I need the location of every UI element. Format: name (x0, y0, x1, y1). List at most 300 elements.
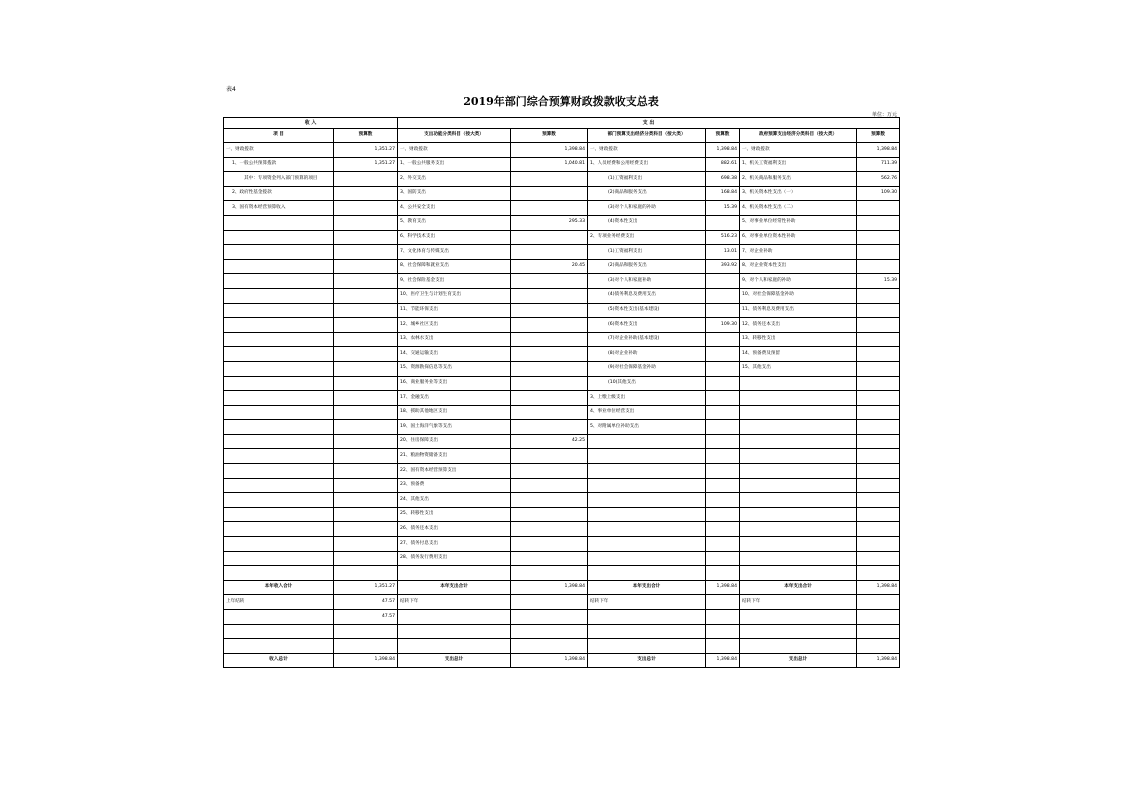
cell-amount (334, 172, 398, 187)
cell-label (224, 610, 334, 625)
cell-amount (857, 464, 900, 479)
cell-amount (334, 318, 398, 333)
cell-label (588, 566, 706, 581)
cell-label: 4、事业单位经营支出 (588, 405, 706, 420)
cell-label: 支出总计 (740, 653, 857, 668)
cell-amount (706, 464, 740, 479)
cell-amount (706, 332, 740, 347)
cell-amount (334, 624, 398, 639)
cell-label (740, 610, 857, 625)
table-row (224, 361, 900, 376)
cell-label: 22、国有资本经营预算支出 (398, 464, 511, 479)
table-row (224, 405, 900, 420)
cell-amount (511, 303, 588, 318)
cell-amount: 15.39 (857, 274, 900, 289)
table-row (224, 288, 900, 303)
table-row (224, 201, 900, 216)
cell-amount (511, 464, 588, 479)
cell-label: (7)对企业补助(基本建设) (588, 332, 706, 347)
cell-amount: 1,398.84 (857, 143, 900, 158)
cell-amount (511, 391, 588, 406)
cell-label (224, 318, 334, 333)
cell-amount: 1,351.27 (334, 143, 398, 158)
cell-label: (3)对个人和家庭的补助 (588, 201, 706, 216)
cell-amount (334, 201, 398, 216)
cell-amount (857, 245, 900, 260)
cell-amount (511, 376, 588, 391)
cell-label: 24、其他支出 (398, 493, 511, 508)
col-budget-gov: 预算数 (857, 129, 900, 143)
cell-amount: 1,351.27 (334, 580, 398, 595)
cell-label (588, 610, 706, 625)
cell-amount (334, 288, 398, 303)
cell-label: 2、机关商品和服务支出 (740, 172, 857, 187)
income-header: 收 入 (224, 118, 398, 129)
cell-label (588, 551, 706, 566)
cell-label: (5)资本性支出(基本建设) (588, 303, 706, 318)
table-row (224, 230, 900, 245)
cell-label: (2)商品和服务支出 (588, 259, 706, 274)
col-budget-dept: 预算数 (706, 129, 740, 143)
cell-amount (706, 434, 740, 449)
cell-amount: 1,398.84 (511, 580, 588, 595)
cell-amount (511, 449, 588, 464)
cell-amount (334, 303, 398, 318)
cell-label: 一、财政拨款 (588, 143, 706, 158)
cell-label (740, 405, 857, 420)
cell-label: 5、对事业单位经常性补助 (740, 215, 857, 230)
cell-label: 4、机关资本性支出（二） (740, 201, 857, 216)
cell-label (588, 537, 706, 552)
cell-label (224, 624, 334, 639)
cell-label (224, 493, 334, 508)
cell-label: 支出总计 (588, 653, 706, 668)
cell-label: 28、债务发行费用支出 (398, 551, 511, 566)
cell-amount (334, 434, 398, 449)
cell-amount (857, 478, 900, 493)
cell-amount (334, 215, 398, 230)
cell-label: 5、教育支出 (398, 215, 511, 230)
cell-label: (2)商品和服务支出 (588, 186, 706, 201)
cell-label: 9、对个人和家庭的补助 (740, 274, 857, 289)
cell-label (224, 303, 334, 318)
cell-label (588, 434, 706, 449)
cell-amount (511, 186, 588, 201)
cell-amount (334, 537, 398, 552)
cell-label (740, 522, 857, 537)
cell-label: 25、转移性支出 (398, 507, 511, 522)
cell-amount (857, 361, 900, 376)
cell-amount (511, 361, 588, 376)
cell-amount (334, 551, 398, 566)
cell-label: 本年支出合计 (588, 580, 706, 595)
cell-amount (334, 230, 398, 245)
cell-amount (334, 405, 398, 420)
cell-label (224, 507, 334, 522)
cell-label: 3、国有资本经营预算收入 (224, 201, 334, 216)
cell-label: 16、商业服务业等支出 (398, 376, 511, 391)
cell-amount (706, 493, 740, 508)
cell-amount (857, 259, 900, 274)
cell-label: 其中：专项资金列入部门预算的项目 (224, 172, 334, 187)
cell-label: 4、公共安全支出 (398, 201, 511, 216)
cell-amount (334, 391, 398, 406)
cell-amount: 711.39 (857, 157, 900, 172)
cell-amount (706, 347, 740, 362)
col-gov: 政府预算支出经济分类科目（按大类） (740, 129, 857, 143)
cell-label: 8、对企业资本性支出 (740, 259, 857, 274)
cell-label: (10)其他支出 (588, 376, 706, 391)
cell-label: 结转下年 (398, 595, 511, 610)
cell-amount (857, 434, 900, 449)
table-number: 表4 (226, 86, 236, 93)
cell-amount (706, 507, 740, 522)
cell-amount (706, 376, 740, 391)
cell-amount (857, 551, 900, 566)
cell-label: 结转下年 (740, 595, 857, 610)
cell-label: 18、援助其他地区支出 (398, 405, 511, 420)
cell-amount: 20.45 (511, 259, 588, 274)
cell-amount (511, 551, 588, 566)
table-row (224, 580, 900, 595)
cell-label: 收入总计 (224, 653, 334, 668)
cell-label: 1、机关工资福利支出 (740, 157, 857, 172)
cell-label: (8)对企业补助 (588, 347, 706, 362)
cell-label: 23、预备费 (398, 478, 511, 493)
cell-amount: 1,398.84 (857, 580, 900, 595)
cell-amount: 393.92 (706, 259, 740, 274)
cell-amount (511, 332, 588, 347)
cell-amount (706, 551, 740, 566)
cell-amount (511, 537, 588, 552)
cell-label (740, 493, 857, 508)
cell-amount (706, 361, 740, 376)
cell-amount (706, 566, 740, 581)
cell-amount: 109.30 (706, 318, 740, 333)
cell-amount: 562.76 (857, 172, 900, 187)
col-budget-income: 预算数 (334, 129, 398, 143)
table-row (224, 391, 900, 406)
cell-label: 3、上缴上级支出 (588, 391, 706, 406)
cell-amount: 1,398.84 (706, 143, 740, 158)
cell-label: 20、住房保障支出 (398, 434, 511, 449)
cell-amount (857, 332, 900, 347)
table-row (224, 566, 900, 581)
cell-label: 7、文化体育与传媒支出 (398, 245, 511, 260)
table-row (224, 639, 900, 654)
cell-amount: 1,398.84 (511, 653, 588, 668)
cell-label: 27、债务付息支出 (398, 537, 511, 552)
cell-amount (511, 624, 588, 639)
cell-amount (706, 215, 740, 230)
cell-amount (511, 507, 588, 522)
cell-amount (857, 449, 900, 464)
table-row (224, 303, 900, 318)
cell-amount (511, 405, 588, 420)
cell-amount (857, 595, 900, 610)
table-row (224, 347, 900, 362)
cell-amount: 516.23 (706, 230, 740, 245)
cell-label (588, 639, 706, 654)
cell-amount (511, 493, 588, 508)
cell-amount (857, 391, 900, 406)
cell-amount: 1,040.81 (511, 157, 588, 172)
cell-label (740, 639, 857, 654)
cell-amount (706, 537, 740, 552)
cell-label (224, 332, 334, 347)
cell-label: 一、财政拨款 (398, 143, 511, 158)
cell-label: 一、财政拨款 (224, 143, 334, 158)
cell-label (740, 376, 857, 391)
cell-amount (857, 522, 900, 537)
cell-amount (857, 376, 900, 391)
cell-label (588, 624, 706, 639)
cell-amount (511, 172, 588, 187)
cell-amount (857, 303, 900, 318)
cell-amount (334, 186, 398, 201)
cell-amount (511, 566, 588, 581)
cell-label (740, 507, 857, 522)
cell-amount (706, 624, 740, 639)
cell-label: 13、转移性支出 (740, 332, 857, 347)
cell-label: 14、交通运输支出 (398, 347, 511, 362)
cell-label (740, 464, 857, 479)
cell-amount: 168.84 (706, 186, 740, 201)
cell-amount (334, 245, 398, 260)
cell-amount (334, 376, 398, 391)
cell-amount (857, 288, 900, 303)
cell-label (588, 507, 706, 522)
cell-label (740, 624, 857, 639)
cell-amount (706, 610, 740, 625)
table-row (224, 478, 900, 493)
cell-label (740, 566, 857, 581)
cell-amount (706, 420, 740, 435)
cell-amount: 295.33 (511, 215, 588, 230)
cell-amount (511, 274, 588, 289)
cell-amount (706, 639, 740, 654)
cell-amount (511, 478, 588, 493)
cell-label (740, 434, 857, 449)
cell-amount (857, 493, 900, 508)
cell-amount: 15.39 (706, 201, 740, 216)
cell-label: 本年支出合计 (740, 580, 857, 595)
cell-label: 3、国防支出 (398, 186, 511, 201)
table-row (224, 595, 900, 610)
cell-amount (334, 464, 398, 479)
cell-amount (857, 201, 900, 216)
cell-amount (334, 639, 398, 654)
cell-label: 结转下年 (588, 595, 706, 610)
cell-amount (706, 288, 740, 303)
cell-amount (706, 274, 740, 289)
cell-amount (857, 610, 900, 625)
cell-label (224, 347, 334, 362)
cell-amount (706, 303, 740, 318)
cell-amount (334, 449, 398, 464)
cell-label (588, 478, 706, 493)
cell-amount (511, 639, 588, 654)
cell-amount (857, 537, 900, 552)
cell-label: 17、金融支出 (398, 391, 511, 406)
cell-label (224, 522, 334, 537)
cell-label: (1)工资福利支出 (588, 172, 706, 187)
cell-label: 12、城乡社区支出 (398, 318, 511, 333)
table-row (224, 464, 900, 479)
cell-label (224, 245, 334, 260)
cell-label (224, 434, 334, 449)
cell-amount (857, 347, 900, 362)
cell-label (398, 566, 511, 581)
col-budget-func: 预算数 (511, 129, 588, 143)
cell-amount: 1,398.84 (706, 580, 740, 595)
table-row (224, 507, 900, 522)
cell-label: 一、财政拨款 (740, 143, 857, 158)
cell-amount (857, 566, 900, 581)
cell-amount: 109.30 (857, 186, 900, 201)
cell-amount (706, 391, 740, 406)
cell-label: 21、粮油物资储备支出 (398, 449, 511, 464)
cell-amount (511, 245, 588, 260)
cell-amount (706, 522, 740, 537)
cell-label: 1、人员经费和公用经费支出 (588, 157, 706, 172)
cell-label: 1、一般公共预算拨款 (224, 157, 334, 172)
cell-label: 1、一般公共服务支出 (398, 157, 511, 172)
cell-amount (511, 318, 588, 333)
cell-label (224, 537, 334, 552)
cell-label (398, 639, 511, 654)
cell-amount (511, 347, 588, 362)
cell-label (224, 405, 334, 420)
table-row (224, 259, 900, 274)
table-row (224, 318, 900, 333)
cell-amount (857, 507, 900, 522)
cell-label (740, 537, 857, 552)
expense-header: 支 出 (398, 118, 900, 129)
cell-label (224, 639, 334, 654)
cell-amount: 1,398.84 (334, 653, 398, 668)
cell-amount: 47.57 (334, 610, 398, 625)
cell-label: (1)工资福利支出 (588, 245, 706, 260)
cell-amount (334, 507, 398, 522)
cell-label: 2、外交支出 (398, 172, 511, 187)
cell-label (740, 391, 857, 406)
table-row (224, 186, 900, 201)
cell-label (588, 522, 706, 537)
col-dept: 部门预算支出经济分类科目（按大类） (588, 129, 706, 143)
cell-label: 3、机关资本性支出（一） (740, 186, 857, 201)
table-row (224, 376, 900, 391)
cell-label (224, 420, 334, 435)
cell-label (224, 361, 334, 376)
cell-label: (3)对个人和家庭补助 (588, 274, 706, 289)
table-row (224, 420, 900, 435)
cell-label: 15、其他支出 (740, 361, 857, 376)
cell-label: 2、政府性基金拨款 (224, 186, 334, 201)
cell-label: 6、科学技术支出 (398, 230, 511, 245)
cell-label: 10、对社会保障基金补助 (740, 288, 857, 303)
cell-label (224, 551, 334, 566)
cell-amount (334, 566, 398, 581)
unit-label: 单位：万元 (871, 112, 897, 118)
cell-label: 5、对附属单位补助支出 (588, 420, 706, 435)
cell-label (224, 230, 334, 245)
cell-amount (857, 318, 900, 333)
cell-amount (511, 201, 588, 216)
cell-amount (511, 420, 588, 435)
table-row (224, 143, 900, 158)
cell-label: 7、对企业补助 (740, 245, 857, 260)
table-row (224, 172, 900, 187)
cell-label (398, 610, 511, 625)
cell-label: 6、对事业单位资本性补助 (740, 230, 857, 245)
table-row (224, 537, 900, 552)
cell-amount (706, 405, 740, 420)
cell-label (740, 478, 857, 493)
cell-amount: 698.38 (706, 172, 740, 187)
cell-amount (334, 332, 398, 347)
cell-amount (334, 478, 398, 493)
cell-label (398, 624, 511, 639)
cell-amount (511, 595, 588, 610)
table-row (224, 624, 900, 639)
page-title: 2019年部门综合预算财政拨款收支总表 (463, 95, 659, 108)
table-row (224, 434, 900, 449)
cell-label: 8、社会保障和就业支出 (398, 259, 511, 274)
cell-amount (857, 215, 900, 230)
table-row (224, 522, 900, 537)
cell-amount (334, 274, 398, 289)
cell-label (588, 464, 706, 479)
cell-label (224, 391, 334, 406)
cell-amount (511, 230, 588, 245)
cell-amount (511, 522, 588, 537)
cell-label (224, 376, 334, 391)
col-func: 支出功能分类科目（按大类） (398, 129, 511, 143)
table-row (224, 493, 900, 508)
cell-amount (334, 522, 398, 537)
table-row (224, 274, 900, 289)
cell-label: 本年收入合计 (224, 580, 334, 595)
cell-label: (4)资本性支出 (588, 215, 706, 230)
cell-label: 26、债务还本支出 (398, 522, 511, 537)
cell-label: 9、社会保险基金支出 (398, 274, 511, 289)
table-row (224, 157, 900, 172)
cell-label: 14、预备费及预留 (740, 347, 857, 362)
cell-label (224, 464, 334, 479)
cell-label: (4)债务利息及费用支出 (588, 288, 706, 303)
table-row (224, 245, 900, 260)
cell-label: 12、债务还本支出 (740, 318, 857, 333)
table-row (224, 449, 900, 464)
table-row (224, 332, 900, 347)
table-row (224, 215, 900, 230)
cell-label: 13、农林水支出 (398, 332, 511, 347)
cell-amount: 47.57 (334, 595, 398, 610)
cell-label (224, 478, 334, 493)
cell-amount (334, 259, 398, 274)
budget-table (223, 117, 900, 668)
cell-label (740, 420, 857, 435)
cell-amount (706, 478, 740, 493)
cell-amount (857, 420, 900, 435)
cell-amount (706, 595, 740, 610)
cell-amount: 13.01 (706, 245, 740, 260)
cell-label: (9)对社会保障基金补助 (588, 361, 706, 376)
table-row (224, 610, 900, 625)
cell-label: 11、债务利息及费用支出 (740, 303, 857, 318)
col-item: 项 目 (224, 129, 334, 143)
